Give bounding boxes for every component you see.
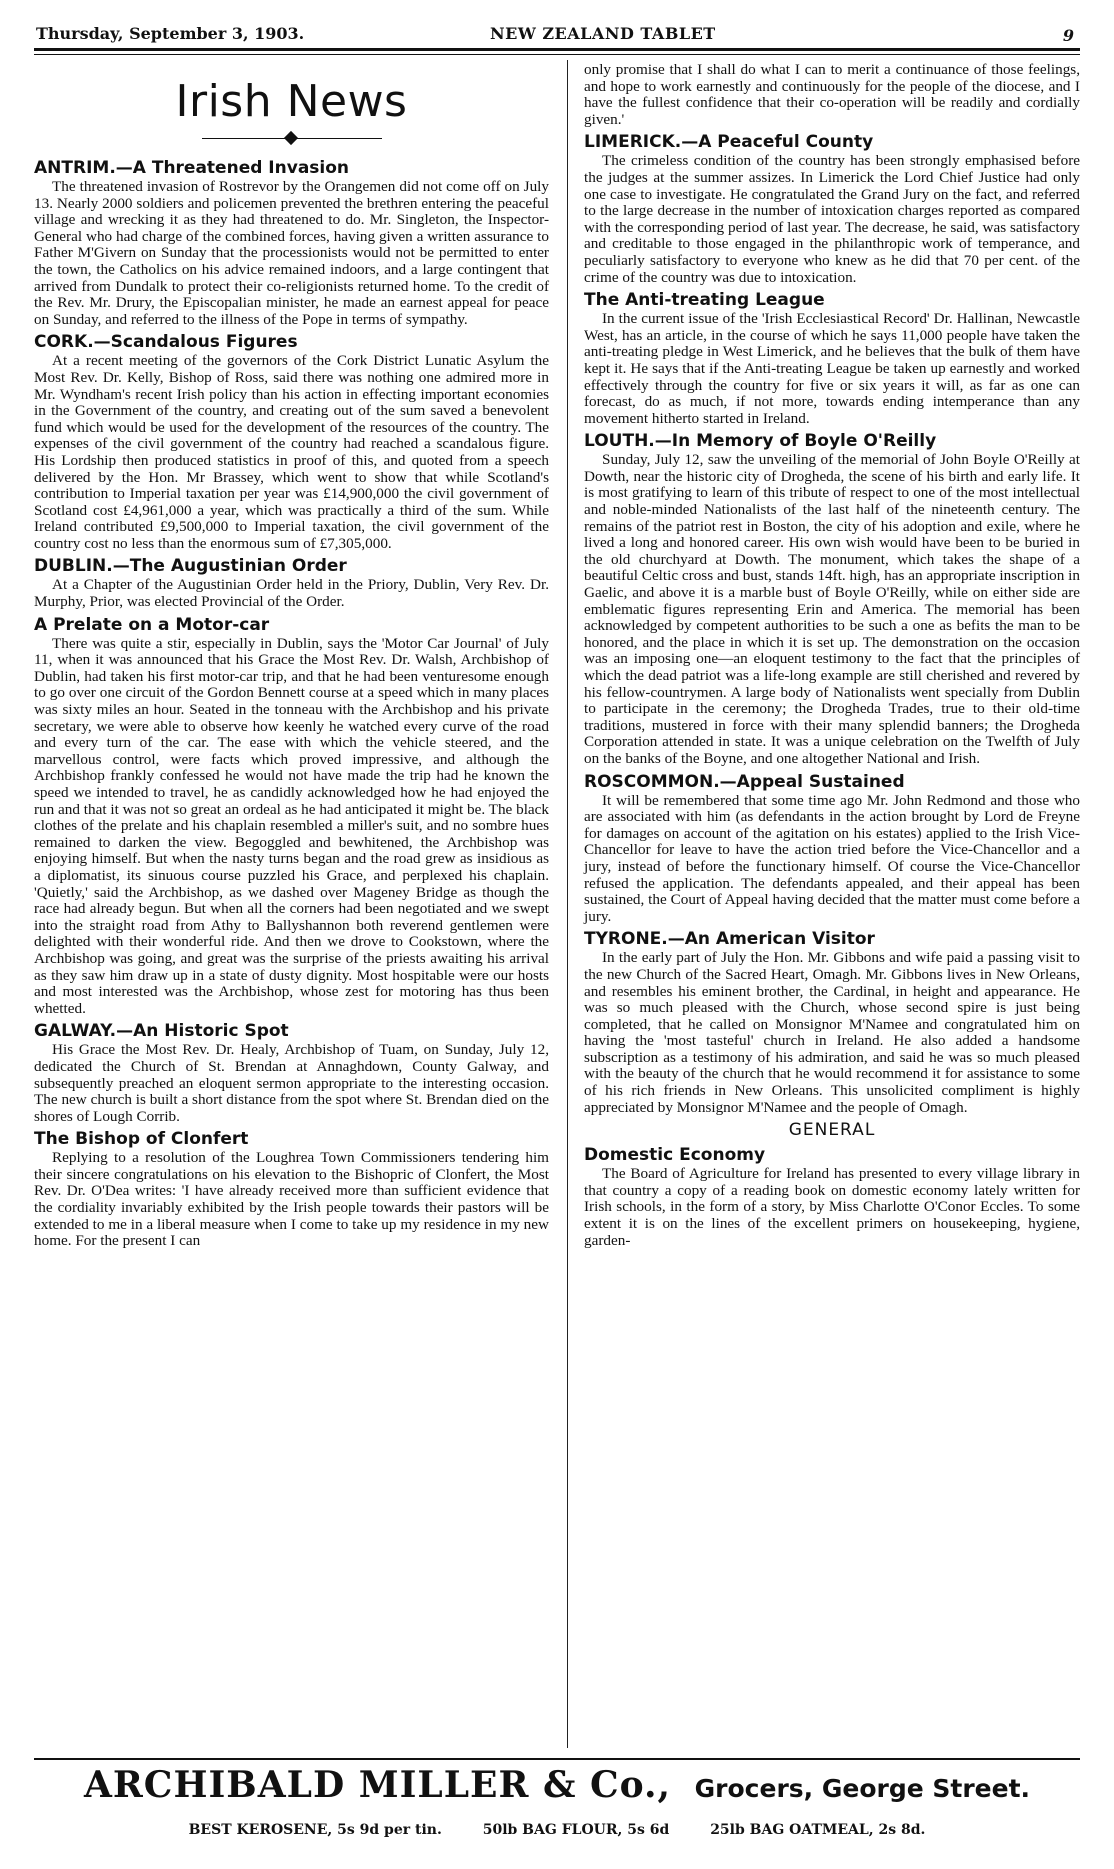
article-heading: GENERAL [788, 1120, 876, 1141]
article-paragraph: The threatened invasion of Rostrevor by the Orangemen did not come off on July 13. Nearly 2000 soldiers and policemen prevented the brethren entering the peaceful village and wrecking it as they had threatened to do. Mr. Singleton, the Inspector-General who had charge of the combined forces, having given a written assurance to Father M'Givern on Sunday that the processionists would not be permitted to enter the town, the Catholics on his advice remained indoors, and a large contingent that arrived from Dundalk to protect their co-religionists returned home. To the credit of the Rev. Mr. Drury, the Episcopalian minister, he made an earnest appeal for peace on Sunday, and referred to the illness of the Pope in terms of sympathy. [34, 178, 549, 328]
article [584, 431, 1080, 767]
article [34, 556, 549, 610]
article [584, 62, 1080, 128]
ad-item: BEST KEROSENE, 5s 9d per tin. [188, 1822, 442, 1838]
article-paragraph: It will be remembered that some time ago Mr. John Redmond and those who are associated with him (as defendants in the action brought by Lord de Freyne for damages on account of the agitation on his estates) applied to the Irish Vice-Chancellor for leave to have the action tried before the Vice-Chancellor and a jury, instead of before the functionary himself. Of course the Vice-Chancellor refused the application. The defendants appealed, and their appeal has been sustained, the Court of Appeal having decided that the matter must come before a jury. [584, 791, 1080, 925]
masthead-ornament [202, 132, 382, 146]
article [584, 772, 1080, 926]
article [34, 615, 549, 1018]
article-heading: TYRONE.—An American Visitor [584, 929, 875, 950]
article-paragraph: At a Chapter of the Augustinian Order held in the Priory, Dublin, Very Rev. Dr. Murphy, Prior, was elected Provincial of the Order. [34, 576, 549, 611]
article-paragraph: only promise that I shall do what I can to merit a continuance of those feelings, and hope to work earnestly and continuously for the people of the diocese, and I have the fullest confidence that their co-operation will be readily and cordially given.' [584, 61, 1080, 128]
ad-tagline: Grocers, George Street. [694, 1774, 1031, 1803]
article-heading: ROSCOMMON.—Appeal Sustained [584, 771, 905, 792]
page-number: 9 [1062, 26, 1074, 45]
right-column [584, 62, 1080, 1253]
article [584, 929, 1080, 1116]
footer-rule [34, 1758, 1080, 1760]
article-heading: ANTRIM.—A Threatened Invasion [34, 158, 350, 178]
article-paragraph: The Board of Agriculture for Ireland has presented to every village library in that country a copy of a reading book on domestic economy lately written for Irish schools, in the form of a story, by Miss Charlotte O'Conor Eccles. To some extent it is on the lines of the excellent primers on housekeeping, hygiene, garden- [584, 1165, 1080, 1249]
article-heading: LOUTH.—In Memory of Boyle O'Reilly [584, 431, 937, 452]
left-column [34, 62, 549, 1254]
article [34, 1021, 549, 1125]
article [584, 132, 1080, 286]
article [34, 1129, 549, 1250]
article-heading: The Anti-treating League [584, 290, 825, 311]
article-heading: The Bishop of Clonfert [34, 1129, 249, 1150]
article-paragraph: In the current issue of the 'Irish Ecclesiastical Record' Dr. Hallinan, Newcastle West, has an article, in the course of which he says 11,000 people have taken the anti-treating pledge in West Limerick, and he believes that the bulk of them have kept it. He says that if the Anti-treating League be taken up earnestly and worked effectively through the country for five or six years it will, as far as one can forecast, do as much, if not more, towards ending intemperance than any movement hitherto started in Ireland. [584, 310, 1080, 427]
publication-title: NEW ZEALAND TABLET [490, 24, 716, 43]
article-heading: A Prelate on a Motor-car [34, 614, 270, 635]
article [584, 290, 1080, 427]
article [34, 158, 549, 328]
article-paragraph: There was quite a stir, especially in Dublin, says the 'Motor Car Journal' of July 11, when it was announced that his Grace the Most Rev. Dr. Walsh, Archbishop of Dublin, had taken his first motor-car trip, and that he had been venturesome enough to go over one circuit of the Gordon Bennett course at a speed which in many places was sixty miles an hour. Seated in the tonneau with the Archbishop and his private secretary, we were able to observe how keenly he watched every curve of the road and every turn of the car. The ease with which the vehicle steered, and the marvellous control, were facts which proved impressive, and although the Archbishop frankly confessed he would not have made the trip had he known the speed we intended to travel, he as candidly acknowledged how he had enjoyed the run and that it was not so great an ordeal as he had anticipated it might be. The black clothes of the prelate and his chaplain resembled a miller's suit, and no sombre hues remained to darken the view. Begoggled and bewhitened, the Archbishop was enjoying himself. But when the nasty turns began and the road grew as insidious as a diplomatist, its sinuous course puzzled his Grace, and perplexed his chaplain. 'Quietly,' said the Archbishop, as we dashed over Mageney Bridge as though the race had already begun. But when all the corners had been negotiated and we swept into the straight road from Athy to Ballyshannon both reverend gentlemen were delighted with their wonderful ride. And then we drove to Cookstown, where the Archbishop was going, and great was the surprise of the priests awaiting his arrival as they saw him draw up in a state of dusty dignity. Most hospitable were our hosts and most interested was the Archbishop, whose zest for motoring has thus been whetted. [34, 634, 549, 1017]
article [584, 1120, 1080, 1141]
ad-item: 50lb BAG FLOUR, 5s 6d [482, 1822, 670, 1838]
article-heading: CORK.—Scandalous Figures [34, 332, 298, 353]
page-header [34, 18, 1080, 52]
header-rule-thin [34, 54, 1080, 55]
article-paragraph: In the early part of July the Hon. Mr. Gibbons and wife paid a passing visit to the new Church of the Sacred Heart, Omagh. Mr. Gibbons lives in New Orleans, and resembles his eminent brother, the Cardinal, in height and appearance. He was so much pleased with the Church, whose second spire is just being completed, that he called on Monsignor M'Namee and congratulated him on having the 'most tasteful' church in Ireland. He also added a handsome subscription as a testimony of his admiration, and said he was so much pleased with the beauty of the church that he would recommend it for assistance to some of his rich friends in New Orleans. This unsolicited compliment is highly appreciated by Monsignor M'Namee and the people of Omagh. [584, 949, 1080, 1116]
article-paragraph: His Grace the Most Rev. Dr. Healy, Archbishop of Tuam, on Sunday, July 12, dedicated the Church of St. Brendan at Annaghdown, County Galway, and subsequently preached an eloquent sermon appropriate to the interesting occasion. The new church is built a short distance from the spot where St. Brendan died on the shores of Lough Corrib. [34, 1041, 549, 1125]
section-masthead: Irish News [175, 76, 408, 127]
article-heading: DUBLIN.—The Augustinian Order [34, 556, 347, 577]
article [34, 332, 549, 552]
advertisement [34, 1764, 1080, 1806]
header-rule [34, 48, 1080, 51]
issue-date: Thursday, September 3, 1903. [36, 24, 305, 43]
ad-price-list [34, 1822, 1080, 1838]
ad-firm-name: ARCHIBALD MILLER & Co., [83, 1764, 672, 1806]
article-paragraph: At a recent meeting of the governors of the Cork District Lunatic Asylum the Most Rev. Dr. Kelly, Bishop of Ross, said there was nothing one admired more in Mr. Wyndham's recent Irish policy than his action in effecting important economies in the Government of the country, and creating out of the sum saved a benevolent fund which would be used for the development of the resources of the country. The expenses of the civil government of the country had reached a scandalous figure. His Lordship then produced statistics in proof of this, and quoted from a speech delivered by the Hon. Mr Brassey, which went to show that while Scotland's contribution to Imperial taxation per year was £14,900,000 the civil government of Scotland cost £4,961,000 a year, which was practically a third of the sum. While Ireland contributed £9,500,000 to Imperial taxation, the civil government of the country cost no less than the enormous sum of £7,305,000. [34, 352, 549, 552]
article-paragraph: Sunday, July 12, saw the unveiling of the memorial of John Boyle O'Reilly at Dowth, near the historic city of Drogheda, the scene of his birth and early life. It is most gratifying to learn of this tribute of respect to one of the most intellectual and noble-minded Nationalists of the last half of the nineteenth century. The remains of the patriot rest in Boston, the city of his adoption and exile, where he lived a long and honored career. His own wish would have been to be buried in the old churchyard at Dowth. The monument, which takes the shape of a beautiful Celtic cross and bust, stands 14ft. high, has an appropriate inscription in Gaelic, and above it is a marble bust of Boyle O'Reilly, while on either side are emblematic figures representing Erin and America. The memorial has been acknowledged by competent authorities to be such a one as befits the man to be honored, and the place in which it is set up. The demonstration on the occasion was an imposing one—an eloquent testimony to the fact that the principles of which the dead patriot was a life-long example are still cherished and revered by his fellow-countrymen. A large body of Nationalists went specially from Dublin to participate in the ceremony; the Drogheda Trades, true to their old-time traditions, mustered in force with their many splendid banners; the Drogheda Corporation attended in state. It was a unique celebration on the Twelfth of July on the banks of the Boyne, and one altogether National and Irish. [584, 451, 1080, 767]
column-divider [567, 60, 568, 1748]
article [584, 1145, 1080, 1249]
article-heading: LIMERICK.—A Peaceful County [584, 132, 874, 153]
article-heading: GALWAY.—An Historic Spot [34, 1021, 289, 1042]
article-heading: Domestic Economy [584, 1145, 766, 1166]
article-paragraph: The crimeless condition of the country has been strongly emphasised before the judges at the summer assizes. In Limerick the Lord Chief Justice had only one case to investigate. He congratulated the Grand Jury on the fact, and referred to the large decrease in the number of intoxication charges reported as compared with the corresponding period of last year. The decrease, he said, was satisfactory and creditable to those engaged in the philanthropic work of temperance, and peculiarly satisfactory to everyone who knew as he did that 70 per cent. of the crime of the country was due to intoxication. [584, 152, 1080, 286]
article-paragraph: Replying to a resolution of the Loughrea Town Commissioners tendering him their sincere congratulations on his elevation to the Bishopric of Clonfert, the Most Rev. Dr. O'Dea writes: 'I have already received more than sufficient evidence that the cordiality invariably exhibited by the Irish people towards their pastors will be extended to me in a liberal measure when I come to take up my residence in my new home. For the present I can [34, 1149, 549, 1250]
ad-item: 25lb BAG OATMEAL, 2s 8d. [710, 1822, 926, 1838]
